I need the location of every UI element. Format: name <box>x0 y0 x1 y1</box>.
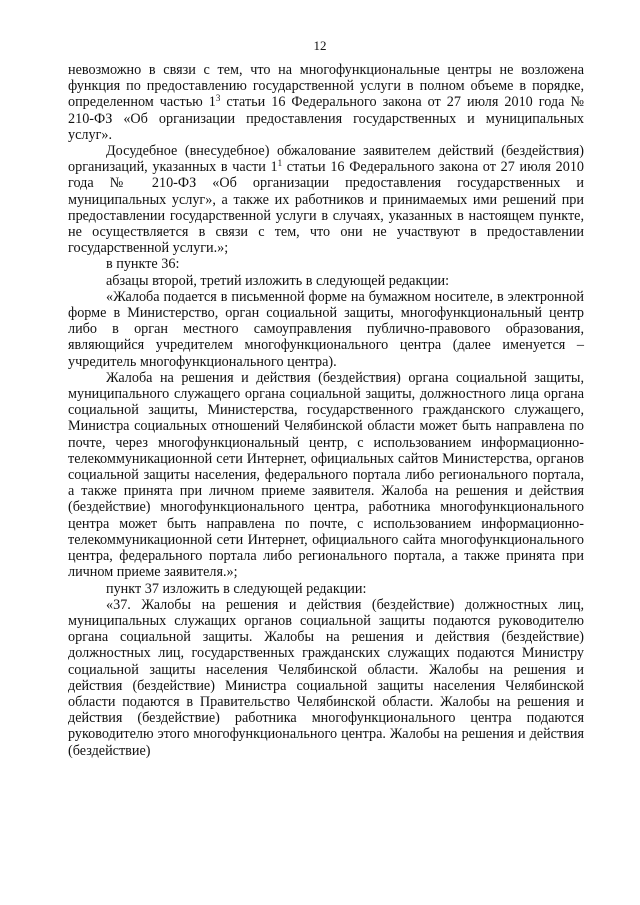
paragraph-text: абзацы второй, третий изложить в следующей редакции: <box>106 272 450 289</box>
paragraph <box>68 256 584 272</box>
paragraph <box>68 597 584 759</box>
paragraph-text: пункт 37 изложить в следующей редакции: <box>106 580 367 597</box>
paragraph <box>68 289 584 370</box>
paragraph-text: статьи 16 Федерального закона от 27 июля 2010 года № 210-ФЗ «Об организации предоставления государственных и муниципальных услуг». <box>68 94 584 143</box>
paragraph-text: «Жалоба подается в письменной форме на бумажном носителе, в электронной форме в Министерство, орган социальной защиты, многофункциональный центр либо в орган местного самоуправления публично-правового образования, являющийся учредителем многофункционального центра (далее именуется – учредитель многофункционального центра). <box>68 288 584 370</box>
paragraph <box>68 581 584 597</box>
paragraph-text: статьи 16 Федерального закона от 27 июля 2010 года № 210-ФЗ «Об организации предоставления государственных и муниципальных услуг», а также их работников и принимаемых ими решений при предоставлении государственной услуги в случаях, указанных в настоящем пункте, не осуществляется в связи с тем, что они не участвуют в предоставлении государственной услуги.»; <box>68 159 585 257</box>
paragraph-text: Жалоба на решения и действия (бездействия) органа социальной защиты, муниципального служащего органа социальной защиты, должностного лица органа социальной защиты, Министерства, государственного гражданского служащего, Министра социальных отношений Челябинской области может быть направлена по почте, через многофункциональный центр, с использованием информационно-телекоммуникационной сети Интернет, официальных сайтов Министерства, органов социальной защиты населения, федерального портала либо регионального портала, а также принята при личном приеме заявителя. Жалоба на решения и действия (бездействие) многофункционального центра, работника многофункционального центра может быть направлена по почте, с использованием информационно-телекоммуникационной сети Интернет, официального сайта многофункционального центра, федерального портала либо регионального портала, а также принята при личном приеме заявителя.»; <box>68 369 584 581</box>
paragraph <box>68 273 584 289</box>
superscript-number: 1 <box>277 158 283 169</box>
paragraph <box>68 370 584 581</box>
paragraph <box>68 143 584 256</box>
paragraph-text: «37. Жалобы на решения и действия (бездействие) должностных лиц, муниципальных служащих органов социальной защиты подаются руководителю органа социальной защиты. Жалобы на решения и действия (бездействие) должностных лиц, государственных гражданских служащих подаются Министру социальной защиты населения Челябинской области. Жалобы на решения и действия (бездействие) Министра социальной защиты населения Челябинской области подаются в Правительство Челябинской области. Жалобы на решения и действия (бездействие) работника многофункционального центра подаются руководителю этого многофункционального центра. Жалобы на решения и действия (бездействие) <box>68 596 584 759</box>
paragraph-text: в пункте 36: <box>106 256 180 273</box>
superscript-number: 3 <box>215 93 221 104</box>
document-body <box>68 62 584 759</box>
paragraph-text: Досудебное (внесудебное) обжалование заявителем действий (бездействия) организаций, указанных в части 1 <box>68 143 584 176</box>
paragraph <box>68 62 584 143</box>
paragraph-text: невозможно в связи с тем, что на многофункциональные центры не возложена функция по предоставлению государственной услуги в полном объеме в порядке, определенном частью 1 <box>68 62 584 111</box>
page-number: 12 <box>313 38 327 53</box>
